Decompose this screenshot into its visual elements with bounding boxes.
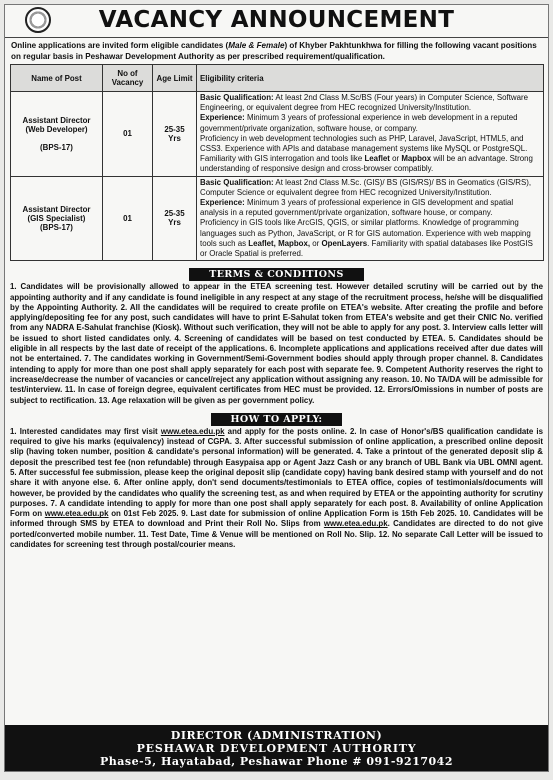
etea-link[interactable]: www.etea.edu.pk — [44, 509, 109, 519]
table-row — [11, 92, 544, 177]
footer-authority: PESHAWAR DEVELOPMENT AUTHORITY — [136, 742, 417, 755]
vacancy-announcement-page — [4, 4, 549, 772]
age-limit: 25-35 Yrs — [153, 92, 197, 177]
col-header-age: Age Limit — [153, 65, 197, 92]
page-title: VACANCY ANNOUNCEMENT — [98, 7, 455, 33]
col-header-post: Name of Post — [11, 65, 103, 92]
intro-text-2: ) of Khyber Pakhtunkhwa for filling the following vacant positions on regular basis in Peshawar Development Authority as per prescribed requirement/qualification. — [11, 41, 537, 61]
age-limit: 25-35 Yrs — [153, 176, 197, 261]
eligibility-criteria: Basic Qualification: At least 2nd Class M.Sc. (GIS)/ BS (GIS/RS)/ BS in Geomatics (GIS/RS), Computer Science or equivalent degree from HEC recognized University/Institution. Experience: Minimum 3 years of professional experience in GIS development and spatial analysis in a reputed government/private organization, software house, or company. Proficiency in GIS tools like ArcGIS, QGIS, or similar platforms. Knowledge of programming languages such as Python, JavaScript, or R for GIS automation. Experience with web mapping tools such as Leaflet, Mapbox, or OpenLayers. Familiarity with spatial databases like PostGIS or Oracle Spatial is preferred. — [197, 176, 544, 261]
table-header-row — [11, 65, 544, 92]
footer — [5, 725, 548, 771]
eligibility-criteria: Basic Qualification: At least 2nd Class M.Sc/BS (Four years) in Computer Science, Software Engineering, or equivalent degree from HEC recognized University/Institution. Experience: Minimum 3 years of professional experience in web development in a reputed government/private organization, software house, or company. Proficiency in web development technologies such as PHP, Laravel, JavaScript, HTML5, and CSS3. Experience with APIs and database management systems like MySQL or PostgreSQL. Familiarity with GIS interrogation and tools like Leaflet or Mapbox will be an advantage. Strong understanding of responsive design and cross-browser compatibly. — [197, 92, 544, 177]
howto-heading: HOW TO APPLY: — [211, 413, 343, 426]
terms-heading-bar — [10, 264, 543, 282]
howto-text: 1. Interested candidates may first visit www.etea.edu.pk and apply for the posts online. 2. In case of Honor's/BS qualification candidate is required to give his marks (equivalency) instead of CGPA. 3. After successful submission of online application, a prescribed online deposit slip (having token number, position & candidate's personal information) will be generated. 4. Take a printout of the generated deposit slip & deposit the prescribed test fee (non refundable) through Easypaisa app or Agent Jazz Cash or any branch of UBL Bank via UBL OMNI agent. 5. After successful fee submission, please keep the original deposit slip (candidate copy) having bank desired stamp with yourself and do not share it with anyone else. 6. After online apply, don't send documents/testimonials to ETEA office, copies of testimonials/documents will however, be provided by the candidates who qualify the screening test, as and when required by ETEA or the appointing authority for scrutiny purposes. 7. A candidate intending to apply for more than one post shall apply separately for each post. 8. Availability of online Application Form on www.etea.edu.pk on 01st Feb 2025. 9. Last date for submission of online Application Form is 15th Feb 2025. 10. Candidates will be informed through SMS by ETEA to download and Print their Roll No. Slips from www.etea.edu.pk. Candidates are directed to do not give ported/converted mobile number. 11. Test Date, Time & Venue will be mentioned on Roll No. Slip. 12. No separate Call Letter will be issued to candidates for screening test through postal/courier means. — [10, 426, 544, 550]
intro-paragraph — [5, 38, 548, 64]
howto-heading-bar — [10, 409, 543, 427]
footer-director: DIRECTOR (ADMINISTRATION) — [170, 729, 383, 742]
terms-heading: TERMS & CONDITIONS — [189, 268, 364, 281]
vacancy-count: 01 — [103, 176, 153, 261]
footer-address: Phase-5, Hayatabad, Peshawar Phone # 091-9217042 — [100, 755, 453, 768]
post-name: Assistant Director (GIS Specialist) (BPS-17) — [11, 176, 103, 261]
terms-text: 1. Candidates will be provisionally allowed to appear in the ETEA screening test. However detailed scrutiny will be carried out by the appointing authority and if any candidate is found ineligible in any respect at any stage of the recruitment process, he/she will be disqualified by the Appointing Authority. 2. All the candidates will be required to create profile on ETEA's website. After creating the profile and before applying/depositing fee for any post, such candidates will have to print E-Sahulat token from ETEA's website and get their CNIC No. verified from any NADRA E-Sahulat franchise (Kiosk). Without such verification, they will not be able to apply for any post. 3. Interview calls letter will be issued to short listed candidates only. 4. Screening of candidates will be based on test conducted by ETEA. 5. Candidates should be eligible in all respects by the last date of receipt of the applications. 6. Incomplete applications and applications received after due dates will not be entertained. 7. The candidates working in Government/Semi-Government bodies should apply through proper channel. 8. Candidates intending to apply for more than one post shall apply separately for each post with separate fee. 9. Competent Authority reserves the right to increase/decrease the number of vacancies or cancel/reject any application without assigning any reason. 10. No TA/DA will be admissible for test/interview. 11. In case of foreign degree, equivalent certificates from HEC must be provided. 12. Errors/Omissions in number of posts are subject to rectification. 13. Age relaxation will be given as per government policy. — [10, 282, 543, 405]
col-header-vacancy: No of Vacancy — [103, 65, 153, 92]
etea-link[interactable]: www.etea.edu.pk — [323, 519, 388, 529]
intro-text-1: Online applications are invited form eligible candidates ( — [11, 41, 229, 50]
etea-link[interactable]: www.etea.edu.pk — [160, 426, 225, 436]
vacancy-count: 01 — [103, 92, 153, 177]
post-name: Assistant Director (Web Developer) (BPS-17) — [11, 92, 103, 177]
intro-gender: Male & Female — [228, 41, 285, 50]
col-header-eligibility: Eligibility criteria — [197, 65, 544, 92]
table-row — [11, 176, 544, 261]
vacancy-table — [10, 64, 544, 261]
header — [5, 5, 548, 38]
